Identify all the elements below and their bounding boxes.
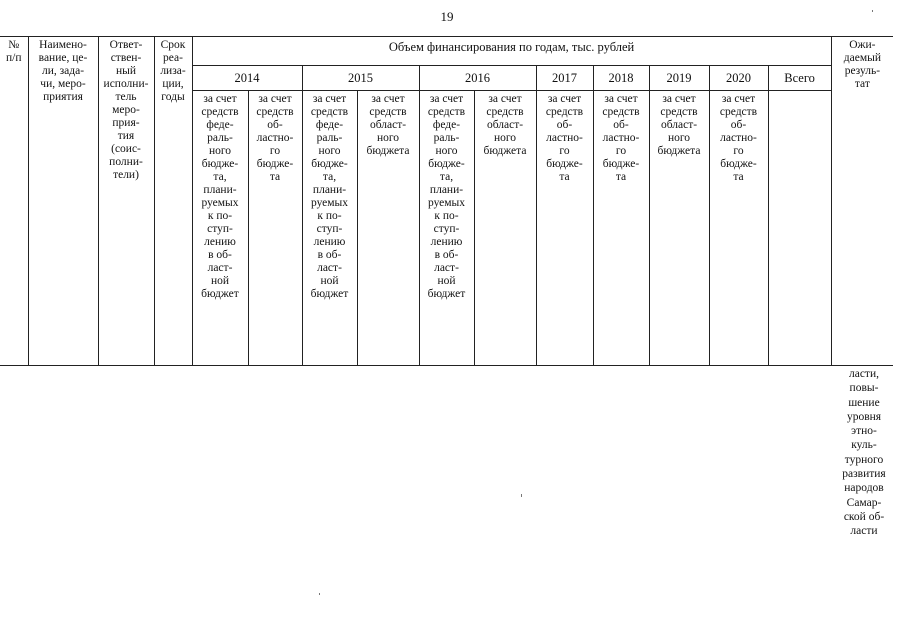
col-num-header: № п/п xyxy=(0,37,28,366)
source-2020-regional: за счет средств об- ластно- го бюдже- та xyxy=(709,91,768,366)
col-financing-header: Объем финансирования по годам, тыс. рублей xyxy=(192,37,831,66)
source-total xyxy=(768,91,831,366)
scan-speck xyxy=(872,10,873,12)
source-2019-regional: за счет средств област- ного бюджета xyxy=(649,91,709,366)
year-2015: 2015 xyxy=(302,66,419,91)
financing-table xyxy=(0,36,893,366)
source-2017-regional: за счет средств об- ластно- го бюдже- та xyxy=(536,91,593,366)
year-total: Всего xyxy=(768,66,831,91)
year-2016: 2016 xyxy=(419,66,536,91)
source-2014-regional: за счет средств об- ластно- го бюдже- та xyxy=(248,91,302,366)
year-2018: 2018 xyxy=(593,66,649,91)
source-2015-federal: за счет средств феде- раль- ного бюдже- та, плани- руемых к по- ступ- лению в об- ласт- ной бюджет xyxy=(302,91,357,366)
year-2020: 2020 xyxy=(709,66,768,91)
source-2018-regional: за счет средств об- ластно- го бюдже- та xyxy=(593,91,649,366)
source-2015-regional: за счет средств област- ного бюджета xyxy=(357,91,419,366)
year-2017: 2017 xyxy=(536,66,593,91)
col-executor-header: Ответ- ствен- ный исполни- тель меро- прия- тия (соис- полни- тели) xyxy=(98,37,154,366)
header-row-1 xyxy=(0,37,893,66)
col-term-header: Срок реа- лиза- ции, годы xyxy=(154,37,192,366)
scan-speck xyxy=(521,494,522,497)
col-result-header: Ожи- даемый резуль- тат xyxy=(831,37,893,366)
source-2016-regional: за счет средств област- ного бюджета xyxy=(474,91,536,366)
source-2016-federal: за счет средств феде- раль- ного бюдже- та, плани- руемых к по- ступ- лению в об- ласт- ной бюджет xyxy=(419,91,474,366)
scan-speck xyxy=(319,593,320,595)
result-continuation-text: ласти, повы- шение уровня этно- куль- турного развития народов Самар- ской об- ласти xyxy=(842,368,886,538)
year-2019: 2019 xyxy=(649,66,709,91)
page-number: 19 xyxy=(440,9,454,24)
year-2014: 2014 xyxy=(192,66,302,91)
source-2014-federal: за счет средств феде- раль- ного бюдже- та, плани- руемых к по- ступ- лению в об- ласт- ной бюджет xyxy=(192,91,248,366)
col-name-header: Наимено- вание, це- ли, зада- чи, меро- приятия xyxy=(28,37,98,366)
